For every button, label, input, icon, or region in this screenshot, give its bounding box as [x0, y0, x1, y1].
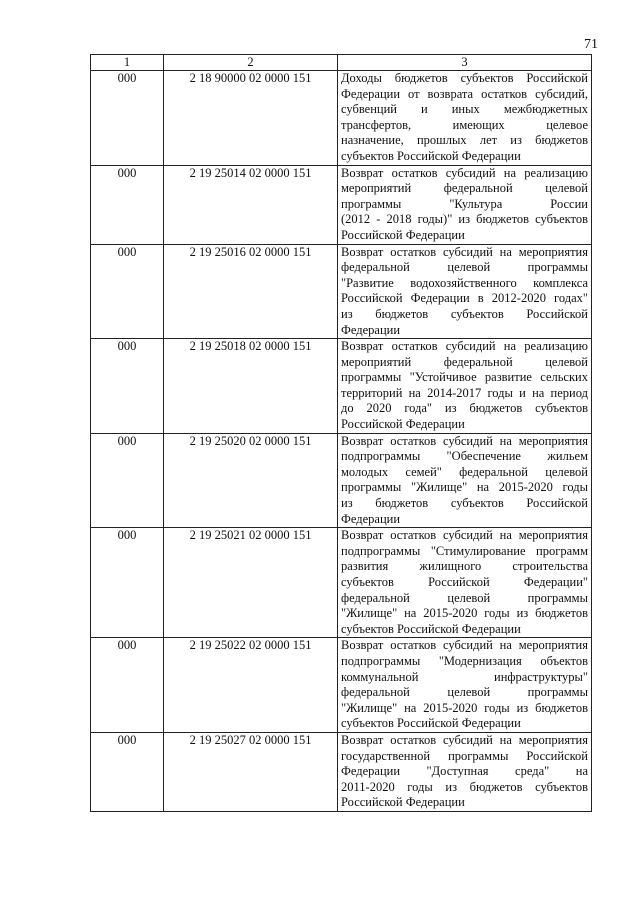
description-line: "Развитие водохозяйственного комплекса — [341, 275, 588, 290]
classification-code-cell: 2 19 25022 02 0000 151 — [164, 638, 338, 733]
classification-code-cell: 2 19 25027 02 0000 151 — [164, 732, 338, 811]
description-line: Российской Федерации — [341, 417, 465, 432]
table-row — [91, 433, 592, 528]
table-row — [91, 244, 592, 339]
description-line: "Жилище" на 2015-2020 годы из бюджетов — [341, 606, 588, 621]
table-header-row — [91, 55, 592, 71]
description-line: мероприятий федеральной целевой — [341, 181, 588, 196]
description-line: Возврат остатков субсидий на реализацию — [341, 165, 588, 180]
description-line: "Жилище" на 2015-2020 годы из бюджетов — [341, 700, 588, 715]
table-row — [91, 638, 592, 733]
header-cell-3: 3 — [338, 55, 592, 71]
description-line: программы "Культура России — [341, 196, 588, 211]
description-line: федеральной целевой программы — [341, 590, 588, 605]
description-cell — [338, 732, 592, 811]
classification-code-cell: 2 19 25018 02 0000 151 — [164, 339, 338, 434]
description-line: федеральной целевой программы — [341, 260, 588, 275]
classification-code-cell: 2 19 25020 02 0000 151 — [164, 433, 338, 528]
admin-code-cell: 000 — [91, 433, 164, 528]
description-line: государственной программы Российской — [341, 748, 588, 763]
description-line: территорий на 2014-2017 годы и на период — [341, 385, 588, 400]
description-line: Федерации — [341, 322, 401, 337]
description-line: Возврат остатков субсидий на мероприятия — [341, 732, 588, 747]
description-line: из бюджетов субъектов Российской — [341, 496, 588, 511]
table-row — [91, 732, 592, 811]
classification-code-cell: 2 19 25021 02 0000 151 — [164, 528, 338, 638]
admin-code-cell: 000 — [91, 732, 164, 811]
description-line: Возврат остатков субсидий на реализацию — [341, 339, 588, 354]
description-line: трансфертов, имеющих целевое — [341, 117, 588, 132]
header-cell-2: 2 — [164, 55, 338, 71]
description-line: Доходы бюджетов субъектов Российской — [341, 71, 588, 85]
table-row — [91, 528, 592, 638]
admin-code-cell: 000 — [91, 165, 164, 244]
admin-code-cell: 000 — [91, 638, 164, 733]
description-line: развития жилищного строительства — [341, 559, 588, 574]
description-cell — [338, 165, 592, 244]
description-line: молодых семей" федеральной целевой — [341, 464, 588, 479]
table-row — [91, 71, 592, 166]
description-line: Федерации — [341, 511, 401, 526]
description-line: 2011-2020 годы из бюджетов субъектов — [341, 779, 588, 794]
classification-code-cell: 2 19 25014 02 0000 151 — [164, 165, 338, 244]
description-line: Возврат остатков субсидий на мероприятия — [341, 244, 588, 259]
description-line: подпрограммы "Стимулирование программ — [341, 543, 588, 558]
admin-code-cell: 000 — [91, 339, 164, 434]
description-line: программы "Жилище" на 2015-2020 годы — [341, 480, 588, 495]
description-cell — [338, 244, 592, 339]
description-line: Федерации от возврата остатков субсидий, — [341, 86, 588, 101]
description-line: федеральной целевой программы — [341, 685, 588, 700]
description-cell — [338, 638, 592, 733]
description-line: субъектов Российской Федерации" — [341, 575, 588, 589]
description-line: подпрограммы "Обеспечение жильем — [341, 449, 588, 464]
description-line: мероприятий федеральной целевой — [341, 354, 588, 369]
description-line: Российской Федерации — [341, 795, 465, 810]
admin-code-cell: 000 — [91, 244, 164, 339]
header-cell-1: 1 — [91, 55, 164, 71]
description-line: (2012 - 2018 годы)" из бюджетов субъектов — [341, 212, 588, 227]
description-line: Возврат остатков субсидий на мероприятия — [341, 528, 588, 543]
description-cell — [338, 528, 592, 638]
description-line: субъектов Российской Федерации — [341, 148, 521, 163]
description-cell — [338, 339, 592, 434]
classification-code-cell: 2 19 25016 02 0000 151 — [164, 244, 338, 339]
description-line: коммунальной инфраструктуры" — [341, 669, 588, 684]
description-line: Возврат остатков субсидий на мероприятия — [341, 433, 588, 448]
description-cell — [338, 71, 592, 166]
description-line: субъектов Российской Федерации — [341, 621, 521, 636]
classification-code-cell: 2 18 90000 02 0000 151 — [164, 71, 338, 166]
description-line: Возврат остатков субсидий на мероприятия — [341, 638, 588, 653]
description-line: программы "Устойчивое развитие сельских — [341, 370, 588, 385]
admin-code-cell: 000 — [91, 71, 164, 166]
table-row — [91, 165, 592, 244]
description-line: назначение, прошлых лет из бюджетов — [341, 133, 588, 148]
description-line: субъектов Российской Федерации — [341, 716, 521, 731]
description-line: подпрограммы "Модернизация объектов — [341, 653, 588, 668]
description-line: Федерации "Доступная среда" на — [341, 764, 588, 779]
description-line: Российской Федерации — [341, 227, 465, 242]
description-line: Российской Федерации в 2012-2020 годах" — [341, 291, 588, 306]
description-line: из бюджетов субъектов Российской — [341, 306, 588, 321]
admin-code-cell: 000 — [91, 528, 164, 638]
table-row — [91, 339, 592, 434]
page-number: 71 — [584, 37, 598, 52]
description-cell — [338, 433, 592, 528]
description-line: до 2020 года" из бюджетов субъектов — [341, 401, 588, 416]
description-line: субвенций и иных межбюджетных — [341, 102, 588, 117]
budget-classification-table — [90, 54, 592, 812]
